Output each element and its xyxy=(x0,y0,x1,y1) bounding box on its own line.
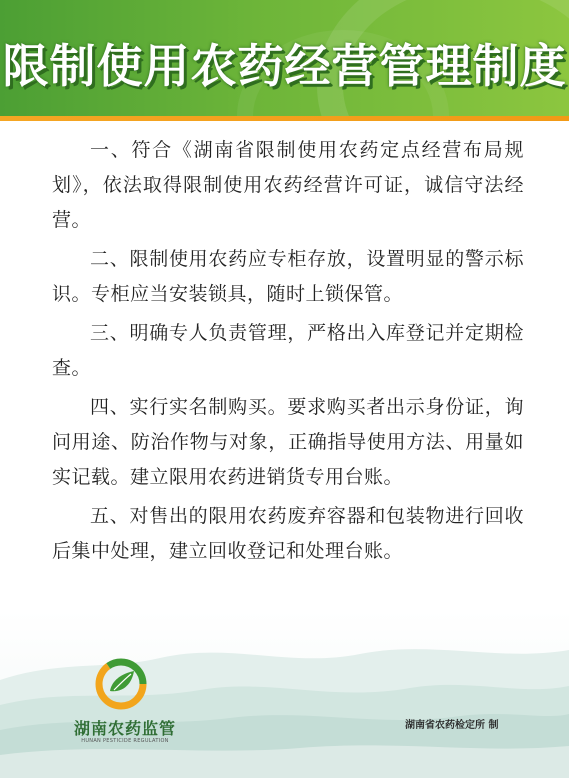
regulation-text xyxy=(52,133,524,573)
header-banner xyxy=(0,0,569,116)
rule-paragraph-3: 三、明确专人负责管理，严格出入库登记并定期检查。 xyxy=(52,322,524,379)
rule-paragraph-2: 二、限制使用农药应专柜存放，设置明显的警示标识。专柜应当安装锁具，随时上锁保管。 xyxy=(52,248,524,305)
rule-paragraph-1: 一、符合《湖南省限制使用农药定点经营布局规划》，依法取得限制使用农药经营许可证，诚信守法经营。 xyxy=(52,139,524,231)
issuer-credit: 湖南省农药检定所 制 xyxy=(405,720,499,731)
leaf-ring-logo-icon xyxy=(94,657,148,711)
rule-paragraph-4: 四、实行实名制购买。要求购买者出示身份证，询问用途、防治作物与对象，正确指导使用方法、用量如实记载。建立限用农药进销货专用台账。 xyxy=(52,396,524,488)
logo-name: 湖南农药监管 xyxy=(73,719,176,738)
rule-paragraph-5: 五、对售出的限用农药废弃容器和包装物进行回收后集中处理，建立回收登记和处理台账。 xyxy=(52,505,524,562)
mountain-landscape xyxy=(0,610,569,778)
header-divider xyxy=(0,116,569,121)
logo-subtitle: HUNAN PESTICIDE REGULATION xyxy=(81,738,169,744)
page-title: 限制使用农药经营管理制度 xyxy=(2,39,567,93)
